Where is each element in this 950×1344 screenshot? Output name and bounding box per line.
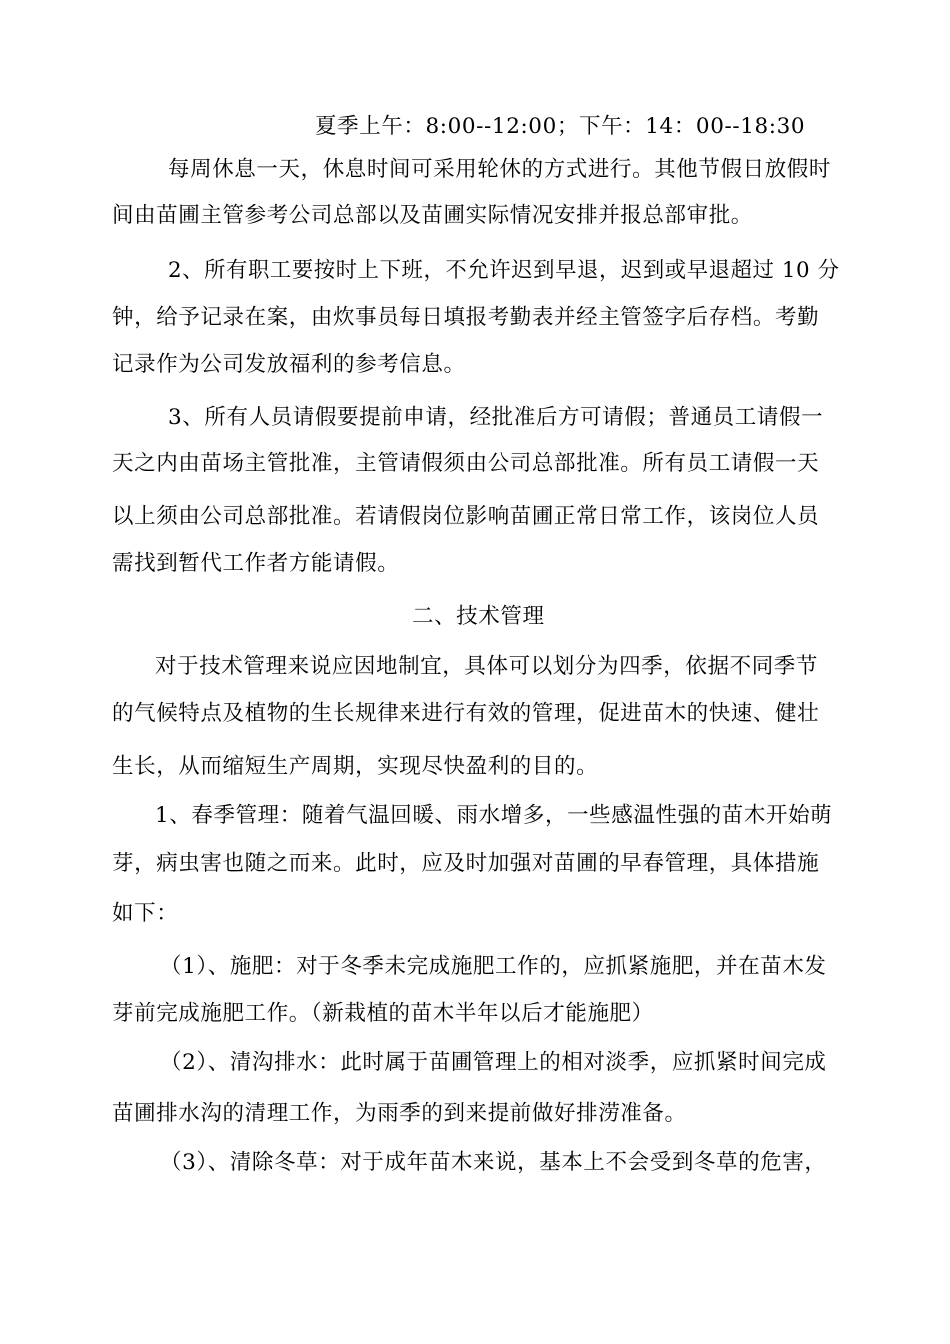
fertilize-para-line-2: 芽前完成施肥工作。（新栽植的苗木半年以后才能施肥） — [112, 1001, 654, 1026]
item3-para-line-1: 3、所有人员请假要提前申请，经批准后方可请假；普通员工请假一 — [168, 405, 824, 430]
spring-para-line-2: 芽，病虫害也随之而来。此时，应及时加强对苗圃的早春管理，具体措施 — [112, 851, 820, 876]
rest-para-line-1: 每周休息一天，休息时间可采用轮休的方式进行。其他节假日放假时 — [168, 157, 832, 182]
item2-para-line-3: 记录作为公司发放福利的参考信息。 — [112, 352, 466, 377]
item2-para-line-2: 钟，给予记录在案，由炊事员每日填报考勤表并经主管签字后存档。考勤 — [112, 305, 820, 330]
drainage-para-line-2: 苗圃排水沟的清理工作，为雨季的到来提前做好排涝准备。 — [112, 1101, 687, 1126]
drainage-para-line-1: （2）、清沟排水：此时属于苗圃管理上的相对淡季，应抓紧时间完成 — [160, 1050, 827, 1075]
item2-para-line-1: 2、所有职工要按时上下班，不允许迟到早退，迟到或早退超过 10 分 — [168, 258, 840, 283]
spring-para-line-3: 如下： — [112, 901, 179, 926]
item3-para-line-4: 需找到暂代工作者方能请假。 — [112, 551, 400, 576]
item3-para-line-3: 以上须由公司总部批准。若请假岗位影响苗圃正常日常工作，该岗位人员 — [112, 504, 820, 529]
tech-intro-line-2: 的气候特点及植物的生长规律来进行有效的管理，促进苗木的快速、健壮 — [112, 701, 820, 726]
item3-para-line-2: 天之内由苗场主管批准，主管请假须由公司总部批准。所有员工请假一天 — [112, 451, 820, 476]
spring-para-line-1: 1、春季管理：随着气温回暖、雨水增多，一些感温性强的苗木开始萌 — [155, 803, 833, 828]
schedule-line: 夏季上午：8:00--12:00；下午：14：00--18:30 — [315, 114, 806, 139]
weeding-para-line-1: （3）、清除冬草：对于成年苗木来说，基本上不会受到冬草的危害， — [160, 1150, 827, 1175]
rest-para-line-2: 间由苗圃主管参考公司总部以及苗圃实际情况安排并报总部审批。 — [112, 203, 753, 228]
fertilize-para-line-1: （1）、施肥：对于冬季未完成施肥工作的，应抓紧施肥，并在苗木发 — [160, 954, 827, 979]
section-heading: 二、技术管理 — [412, 604, 545, 629]
tech-intro-line-1: 对于技术管理来说应因地制宜，具体可以划分为四季，依据不同季节 — [155, 654, 819, 679]
tech-intro-line-3: 生长，从而缩短生产周期，实现尽快盈利的目的。 — [112, 754, 599, 779]
